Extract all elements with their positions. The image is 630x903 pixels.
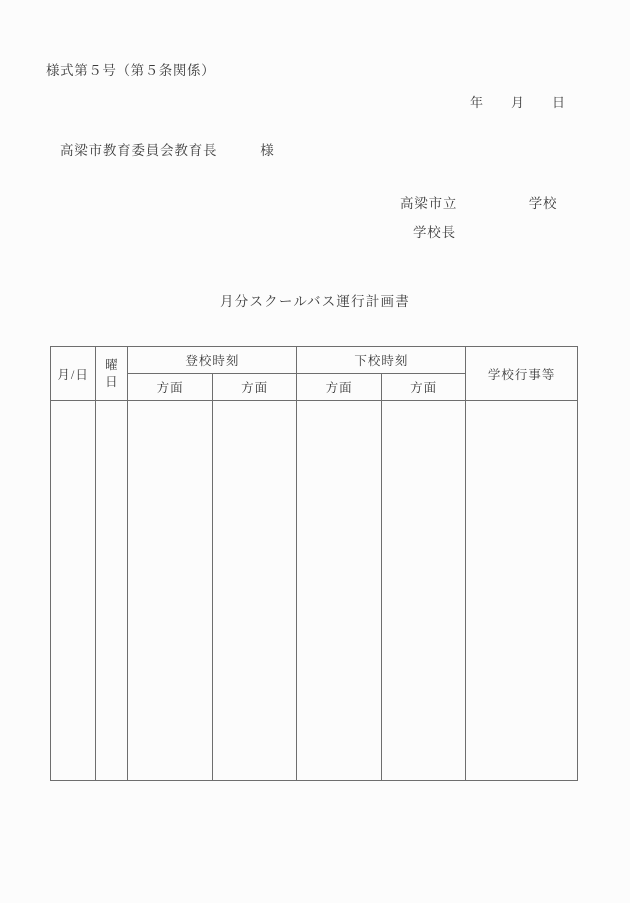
header-arrival-direction-1: 方面: [128, 374, 212, 401]
header-departure-direction-1: 方面: [297, 374, 381, 401]
table-body: [51, 401, 578, 781]
table-header-row-1: [51, 347, 578, 374]
form-number: 様式第５号（第５条関係）: [46, 63, 216, 78]
header-date: 月/日: [51, 347, 96, 401]
document-title: 月分スクールバス運行計画書: [220, 294, 410, 309]
cell-date[interactable]: [51, 401, 96, 781]
header-arrival-direction-2: 方面: [212, 374, 296, 401]
table-row: [51, 401, 578, 781]
cell-arrival-direction-2[interactable]: [212, 401, 296, 781]
cell-weekday[interactable]: [96, 401, 128, 781]
date-day-label: 日: [552, 95, 566, 110]
header-school-events: 学校行事等: [466, 347, 578, 401]
header-weekday-line-2: 日: [105, 374, 119, 389]
cell-school-events[interactable]: [466, 401, 578, 781]
header-weekday: [96, 347, 128, 401]
header-departure-direction-2: 方面: [381, 374, 465, 401]
cell-arrival-direction-1[interactable]: [128, 401, 212, 781]
date-month-label: 月: [511, 95, 525, 110]
date-year-label: 年: [470, 95, 484, 110]
sender-principal-line: 学校長: [413, 225, 456, 240]
sender-school-line: 高梁市立 学校: [400, 196, 558, 211]
cell-departure-direction-2[interactable]: [381, 401, 465, 781]
header-departure-time: 下校時刻: [297, 347, 466, 374]
header-weekday-line-1: 曜: [105, 357, 119, 372]
table-header: [51, 347, 578, 401]
header-arrival-time: 登校時刻: [128, 347, 297, 374]
recipient-line: 高梁市教育委員会教育長 様: [60, 143, 275, 158]
date-line: [470, 92, 565, 111]
bus-schedule-table: [50, 346, 578, 781]
cell-departure-direction-1[interactable]: [297, 401, 381, 781]
